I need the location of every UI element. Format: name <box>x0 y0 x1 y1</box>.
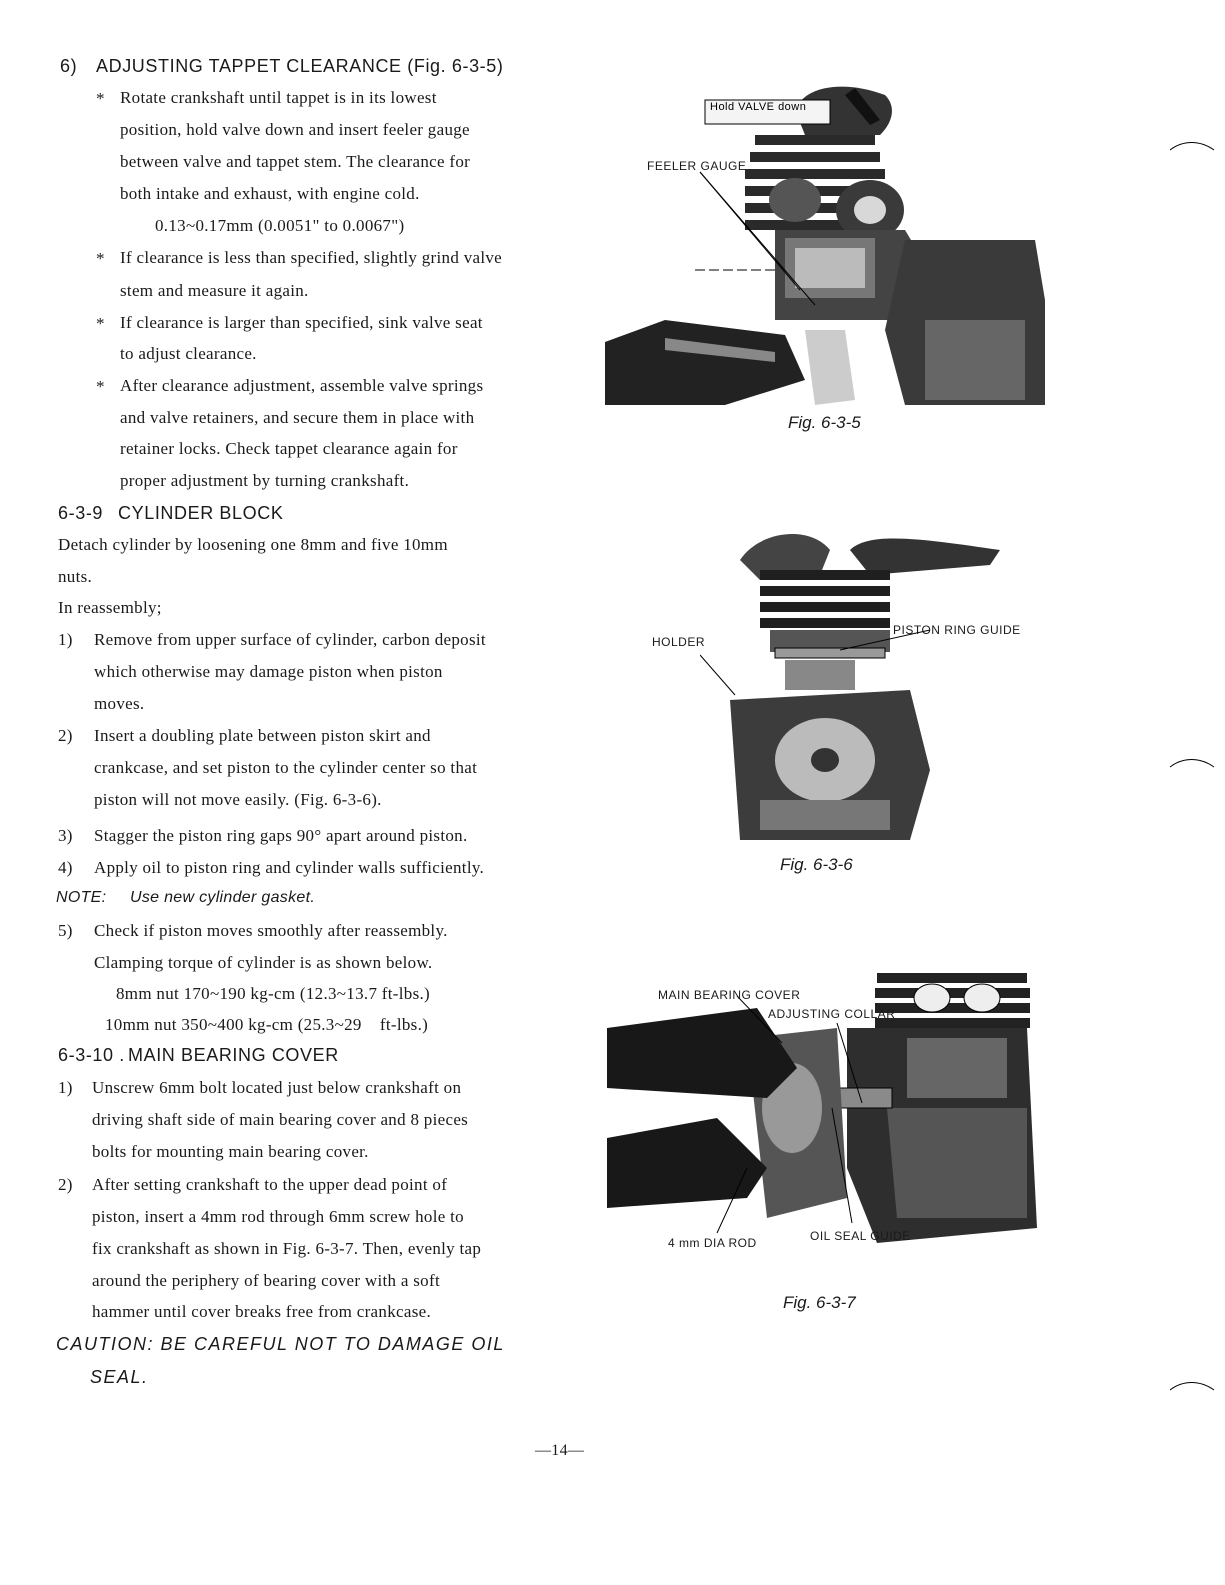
paragraph-line: fix crankshaft as shown in Fig. 6-3-7. Then, evenly tap <box>92 1239 482 1258</box>
paragraph-line: bolts for mounting main bearing cover. <box>92 1142 369 1161</box>
paragraph-line: proper adjustment by turning crankshaft. <box>120 471 410 490</box>
section-heading-tappet: ADJUSTING TAPPET CLEARANCE (Fig. 6-3-5) <box>96 56 504 76</box>
paragraph-line: Remove from upper surface of cylinder, carbon deposit <box>94 630 486 649</box>
figure-caption: Fig. 6-3-5 <box>788 413 861 432</box>
figure-cylinder-piston-photo <box>700 520 1020 850</box>
paragraph-line: piston, insert a 4mm rod through 6mm screw hole to <box>92 1207 464 1226</box>
step-number: 5) <box>58 921 73 940</box>
paragraph-line: Insert a doubling plate between piston skirt and <box>94 726 431 745</box>
section-heading-cylinder: CYLINDER BLOCK <box>118 503 284 523</box>
binder-mark <box>1168 1378 1218 1398</box>
paragraph-line: stem and measure it again. <box>120 281 309 300</box>
label-main-bearing-cover: MAIN BEARING COVER <box>658 988 801 1002</box>
paragraph-line: and valve retainers, and secure them in place with <box>120 408 475 427</box>
paragraph-line: Detach cylinder by loosening one 8mm and five 10mm <box>58 535 448 554</box>
label-adjusting-collar: ADJUSTING COLLAR <box>768 1007 896 1021</box>
step-number: 1) <box>58 630 73 649</box>
note-text: Use new cylinder gasket. <box>130 889 316 906</box>
paragraph-line: After setting crankshaft to the upper dead point of <box>92 1175 448 1194</box>
label-hold-valve: Hold VALVE down <box>710 101 807 113</box>
section-heading-bearing: MAIN BEARING COVER <box>128 1045 339 1065</box>
paragraph-line: Unscrew 6mm bolt located just below crankshaft on <box>92 1078 462 1097</box>
label-feeler-gauge: FEELER GAUGE <box>647 159 747 173</box>
figure-engine-head-photo <box>605 80 1045 405</box>
bullet-marker: * <box>96 89 105 108</box>
paragraph-line: moves. <box>94 694 145 713</box>
paragraph-line: piston will not move easily. (Fig. 6-3-6). <box>94 790 382 809</box>
paragraph-line: Clamping torque of cylinder is as shown below. <box>94 953 433 972</box>
section-heading-num: 6) <box>60 56 78 76</box>
step-number: 1) <box>58 1078 73 1097</box>
paragraph-line: After clearance adjustment, assemble valve springs <box>120 376 484 395</box>
paragraph-line: between valve and tappet stem. The clearance for <box>120 152 471 171</box>
paragraph-line: which otherwise may damage piston when piston <box>94 662 443 681</box>
page-number: —14— <box>535 1442 585 1459</box>
paragraph-line: hammer until cover breaks free from crankcase. <box>92 1302 431 1321</box>
clearance-spec: 0.13~0.17mm (0.0051" to 0.0067") <box>155 216 405 235</box>
caution-text: SEAL. <box>90 1367 149 1387</box>
paragraph-line: around the periphery of bearing cover with a soft <box>92 1271 440 1290</box>
section-number: 6-3-9 <box>58 503 104 523</box>
paragraph-line: Check if piston moves smoothly after reassembly. <box>94 921 448 940</box>
paragraph-line: crankcase, and set piston to the cylinder center so that <box>94 758 478 777</box>
paragraph-line: Stagger the piston ring gaps 90° apart around piston. <box>94 826 468 845</box>
paragraph-line: If clearance is less than specified, slightly grind valve <box>120 248 503 267</box>
bullet-marker: * <box>96 377 105 396</box>
note-label: NOTE: <box>56 889 107 906</box>
paragraph-line: position, hold valve down and insert feeler gauge <box>120 120 470 139</box>
figure-caption: Fig. 6-3-6 <box>780 855 853 874</box>
paragraph-line: If clearance is larger than specified, sink valve seat <box>120 313 483 332</box>
paragraph-line: Apply oil to piston ring and cylinder walls sufficiently. <box>94 858 485 877</box>
step-number: 4) <box>58 858 73 877</box>
section-number: 6-3-10 . <box>58 1045 125 1065</box>
paragraph-line: nuts. <box>58 567 93 586</box>
paragraph-line: retainer locks. Check tappet clearance again for <box>120 439 458 458</box>
binder-mark <box>1168 755 1218 775</box>
paragraph-line: to adjust clearance. <box>120 344 257 363</box>
binder-mark <box>1168 138 1218 158</box>
bullet-marker: * <box>96 249 105 268</box>
paragraph-line: both intake and exhaust, with engine cold. <box>120 184 420 203</box>
bullet-marker: * <box>96 314 105 333</box>
step-number: 3) <box>58 826 73 845</box>
step-number: 2) <box>58 726 73 745</box>
torque-spec: 8mm nut 170~190 kg-cm (12.3~13.7 ft-lbs.) <box>116 984 430 1003</box>
paragraph-line: driving shaft side of main bearing cover and 8 pieces <box>92 1110 469 1129</box>
caution-text: CAUTION: BE CAREFUL NOT TO DAMAGE OIL <box>56 1334 505 1354</box>
step-number: 2) <box>58 1175 73 1194</box>
figure-caption: Fig. 6-3-7 <box>783 1293 856 1312</box>
label-piston-ring-guide: PISTON RING GUIDE <box>893 623 1021 637</box>
torque-spec: 10mm nut 350~400 kg-cm (25.3~29 ft-lbs.) <box>105 1015 429 1034</box>
label-4mm-rod: 4 mm DIA ROD <box>668 1236 757 1250</box>
paragraph-line: In reassembly; <box>58 598 162 617</box>
paragraph-line: Rotate crankshaft until tappet is in its lowest <box>120 88 437 107</box>
label-holder: HOLDER <box>652 635 706 649</box>
label-oil-seal-guide: OIL SEAL GUIDE <box>810 1229 911 1243</box>
